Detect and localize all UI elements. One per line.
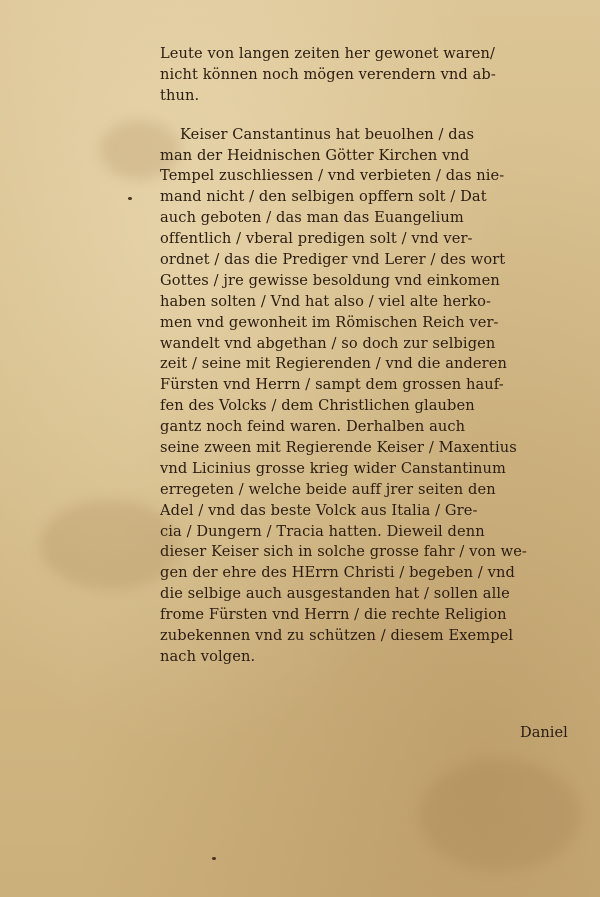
text-line: gantz noch feind waren. Derhalben auch (160, 418, 466, 436)
text-line: seine zween mit Regierende Keiser / Maxentius (160, 439, 517, 457)
text-line: wandelt vnd abgethan / so doch zur selbigen (160, 334, 496, 352)
text-line: offentlich / vberal predigen solt / vnd ver- (160, 230, 473, 248)
text-line: die selbige auch ausgestanden hat / sollen alle (160, 585, 510, 603)
text-line: men vnd gewonheit im Römischen Reich ver- (160, 313, 499, 331)
body-text (160, 44, 590, 668)
text-line: vnd Licinius grosse krieg wider Canstantinum (160, 459, 506, 477)
paper-stain (420, 760, 580, 870)
text-line: ordnet / das die Prediger vnd Lerer / des wort (160, 251, 506, 269)
text-line: Adel / vnd das beste Volck aus Italia / Gre- (160, 501, 478, 519)
text-line: haben solten / Vnd hat also / viel alte herko- (160, 292, 492, 310)
text-line: thun. (160, 86, 200, 104)
text-line: Leute von langen zeiten her gewonet waren/ (160, 45, 496, 62)
text-line: dieser Keiser sich in solche grosse fahr / von we- (160, 543, 527, 561)
catchword: Daniel (520, 724, 568, 741)
text-line: cia / Dungern / Tracia hatten. Dieweil denn (160, 522, 485, 540)
text-line: zeit / seine mit Regierenden / vnd die anderen (160, 355, 507, 373)
text-line: Tempel zuschliessen / vnd verbieten / das nie- (160, 167, 505, 185)
text-line: nach volgen. (160, 647, 256, 665)
paper-stain (40, 500, 180, 590)
text-line: Fürsten vnd Herrn / sampt dem grossen hauf- (160, 376, 504, 394)
text-line: fen des Volcks / dem Christlichen glauben (160, 397, 475, 415)
text-line: Gottes / jre gewisse besoldung vnd einkomen (160, 271, 500, 289)
text-line: Keiser Canstantinus hat beuolhen / das (180, 125, 475, 143)
text-line: mand nicht / den selbigen opffern solt / Dat (160, 188, 487, 206)
text-line: auch geboten / das man das Euangelium (160, 209, 464, 227)
text-line: man der Heidnischen Götter Kirchen vnd (160, 146, 470, 164)
text-line: gen der ehre des HErrn Christi / begeben / vnd (160, 564, 515, 582)
text-line: nicht können noch mögen verendern vnd ab- (160, 65, 496, 83)
text-line: erregeten / welche beide auff jrer seiten den (160, 480, 496, 498)
paragraph-gap (160, 107, 590, 125)
text-line: zubekennen vnd zu schützen / diesem Exempel (160, 627, 514, 645)
text-line: frome Fürsten vnd Herrn / die rechte Religion (160, 606, 507, 624)
ink-speck (128, 197, 132, 200)
ink-speck (212, 857, 216, 860)
